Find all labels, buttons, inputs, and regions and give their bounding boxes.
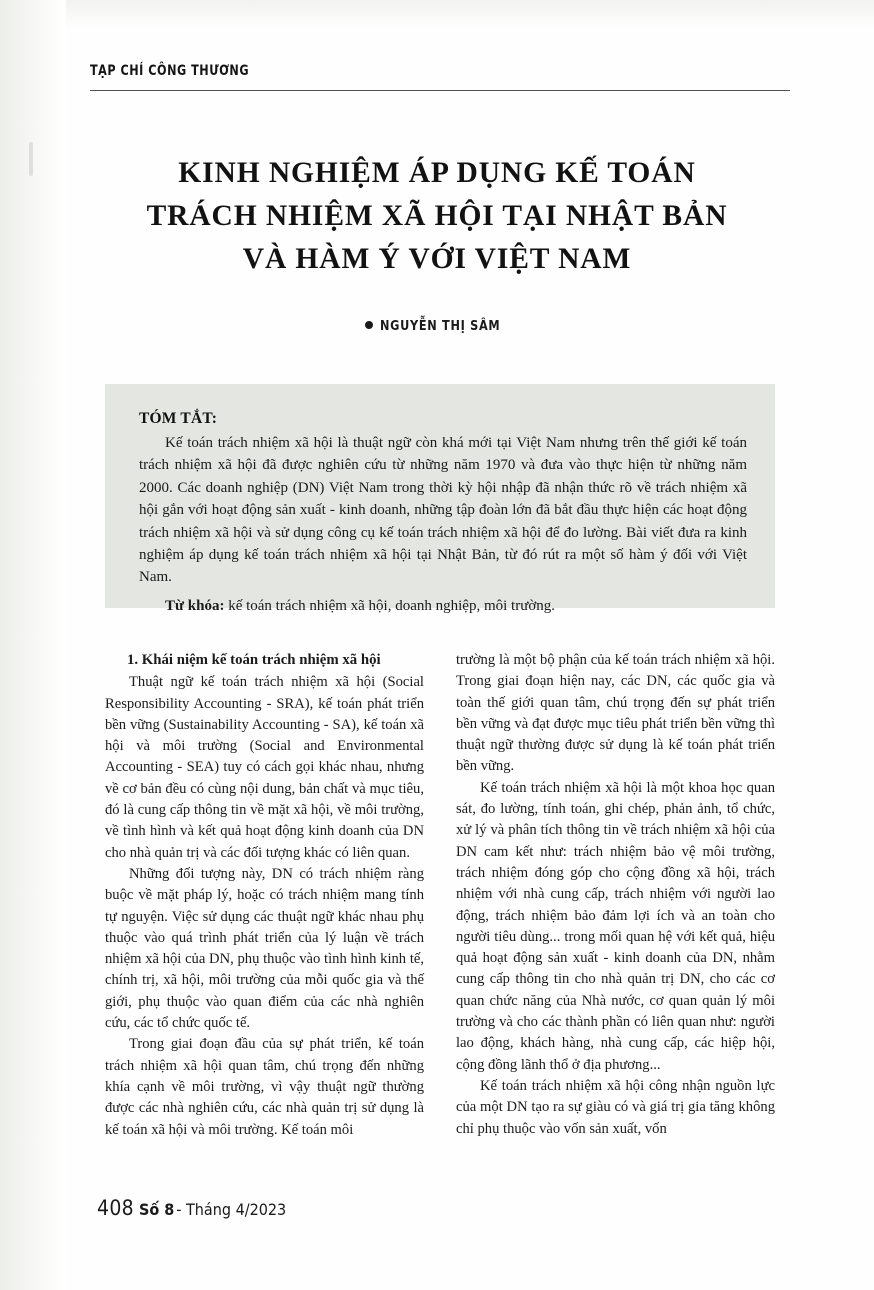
- author-byline: [87, 318, 787, 334]
- right-paragraph-1: trường là một bộ phận của kế toán trách nhiệm xã hội. Trong giai đoạn hiện nay, các DN, các quốc gia và toàn thế giới quan tâm, chú trọng đến sự phát triển bền vững và đạt được mục tiêu phát triển bền vững thì thuật ngữ thường được sử dụng là kế toán phát triển bền vững.: [456, 652, 775, 775]
- masthead-divider: [90, 90, 790, 91]
- page-footer: [97, 1196, 286, 1220]
- section-heading-1: 1. Khái niệm kế toán trách nhiệm xã hội: [127, 652, 381, 668]
- keywords-text: kế toán trách nhiệm xã hội, doanh nghiệp, môi trường.: [224, 597, 556, 614]
- article-title-line-2: TRÁCH NHIỆM XÃ HỘI TẠI NHẬT BẢN: [146, 200, 728, 232]
- abstract-body: Kế toán trách nhiệm xã hội là thuật ngữ còn khá mới tại Việt Nam nhưng trên thế giới kế toán trách nhiệm xã hội đã được nghiên cứu từ những năm 1970 và đưa vào thực hiện từ những năm 2000. Các doanh nghiệp (DN) Việt Nam trong thời kỳ hội nhập đã nhận thức rõ về trách nhiệm xã hội gắn với hoạt động sản xuất - kinh doanh, những tập đoàn lớn đã bắt đầu thực hiện các hoạt động trách nhiệm xã hội và sử dụng công cụ kế toán trách nhiệm xã hội để đo lường. Bài viết đưa ra kinh nghiệm áp dụng kế toán trách nhiệm xã hội tại Nhật Bản, từ đó rút ra một số hàm ý đối với Việt Nam.: [139, 435, 747, 586]
- left-paragraph-3: Trong giai đoạn đầu của sự phát triển, kế toán trách nhiệm xã hội quan tâm, chú trọng đến những khía cạnh về môi trường, vì vậy thuật ngữ thường được các nhà nghiên cứu, các nhà quản trị sử dụng là kế toán xã hội và môi trường. Kế toán môi: [105, 1036, 424, 1138]
- journal-name: TẠP CHÍ CÔNG THƯƠNG: [90, 63, 250, 79]
- body-columns: [105, 650, 775, 1170]
- keywords-label: Từ khóa:: [165, 597, 225, 614]
- issue-date: - Tháng 4/2023: [176, 1200, 287, 1219]
- left-paragraph-2: Những đối tượng này, DN có trách nhiệm ràng buộc về mặt pháp lý, hoặc có trách nhiệm mang tính tự nguyện. Việc sử dụng các thuật ngữ khác nhau phụ thuộc vào quá trình phát triển của lý luận về trách nhiệm xã hội của DN, phụ thuộc vào tình hình kinh tế, chính trị, xã hội, môi trường của mỗi quốc gia và thế giới, phụ thuộc vào quan điểm của các nhà nghiên cứu, các tổ chức quốc tế.: [105, 865, 424, 1032]
- right-column: [456, 650, 775, 1170]
- author-name: NGUYỄN THỊ SÂM: [379, 318, 501, 334]
- page-number: 408: [97, 1196, 134, 1220]
- right-paragraph-3: Kế toán trách nhiệm xã hội công nhận nguồn lực của một DN tạo ra sự giàu có và giá trị gia tăng không chỉ phụ thuộc vào vốn sản xuất, vốn: [456, 1077, 775, 1137]
- left-column: [105, 650, 424, 1170]
- right-paragraph-2: Kế toán trách nhiệm xã hội là một khoa học quan sát, đo lường, tính toán, ghi chép, phản ảnh, tổ chức, xử lý và phân tích thông tin về trách nhiệm xã hội của DN cam kết như: trách nhiệm bảo vệ môi trường, trách nhiệm đóng góp cho cộng đồng xã hội, trách nhiệm với nhà cung cấp, trách nhiệm với người lao động, trách nhiệm bảo đảm lợi ích và an toàn cho người tiêu dùng... trong mối quan hệ với kết quả, hiệu quả hoạt động sản xuất - kinh doanh của DN, nhằm cung cấp thông tin cho nhà quản trị DN, cho các cơ quan chức năng của Nhà nước, cơ quan quản lý môi trường và cho các thành phần có liên quan như: người lao động, khách hàng, nhà cung cấp, các hiệp hội, cộng đồng lãnh thổ ở địa phương...: [456, 779, 775, 1073]
- left-paragraph-1: Thuật ngữ kế toán trách nhiệm xã hội (Social Responsibility Accounting - SRA), kế toán phát triển bền vững (Sustainability Accounting - SA), kế toán xã hội và môi trường (Social and Environmental Accounting - SEA) tuy có cách gọi khác nhau, nhưng về cơ bản đều có cùng nội dung, bản chất và mục tiêu, đó là cung cấp thông tin về mặt xã hội, về môi trường, về tình hình và kết quả hoạt động kinh doanh của DN cho nhà quản trị và các đối tượng khác có liên quan.: [105, 674, 424, 861]
- article-title-line-3: VÀ HÀM Ý VỚI VIỆT NAM: [242, 243, 632, 275]
- abstract-box: [105, 384, 775, 614]
- issue-number: Số 8: [138, 1200, 175, 1219]
- bullet-icon: [365, 321, 373, 329]
- abstract-heading: TÓM TẮT:: [139, 410, 218, 427]
- masthead: [90, 63, 790, 97]
- abstract-keywords: [139, 595, 747, 617]
- article-title-line-1: KINH NGHIỆM ÁP DỤNG KẾ TOÁN: [178, 157, 696, 189]
- article-title: [87, 152, 787, 281]
